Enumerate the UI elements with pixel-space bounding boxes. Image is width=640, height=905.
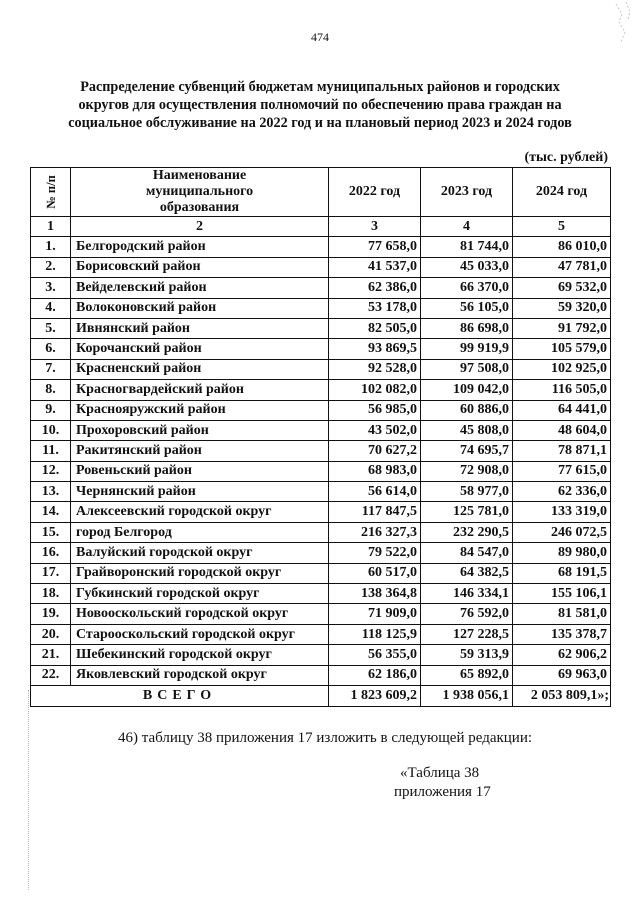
row-value-2024: 246 072,5 — [513, 522, 611, 542]
row-number: 15. — [31, 522, 71, 542]
row-name: Шебекинский городской округ — [71, 645, 329, 665]
row-value-2023: 60 886,0 — [421, 400, 513, 420]
column-number: 4 — [421, 217, 513, 237]
row-value-2024: 64 441,0 — [513, 400, 611, 420]
row-name: Корочанский район — [71, 339, 329, 359]
table-row — [31, 278, 611, 298]
row-value-2023: 127 228,5 — [421, 624, 513, 644]
row-number: 7. — [31, 359, 71, 379]
row-number: 8. — [31, 380, 71, 400]
row-number: 20. — [31, 624, 71, 644]
row-value-2024: 69 532,0 — [513, 278, 611, 298]
row-value-2023: 109 042,0 — [421, 380, 513, 400]
row-value-2024: 47 781,0 — [513, 257, 611, 277]
table-row — [31, 563, 611, 583]
table-ref-line: приложения 17 — [394, 784, 491, 800]
table-row — [31, 461, 611, 481]
row-number: 4. — [31, 298, 71, 318]
row-value-2024: 133 319,0 — [513, 502, 611, 522]
total-2022: 1 823 609,2 — [329, 685, 421, 706]
row-number: 11. — [31, 441, 71, 461]
row-value-2023: 146 334,1 — [421, 584, 513, 604]
row-value-2024: 68 191,5 — [513, 563, 611, 583]
row-name: Красногвардейский район — [71, 380, 329, 400]
row-value-2023: 59 313,9 — [421, 645, 513, 665]
row-value-2022: 102 082,0 — [329, 380, 421, 400]
row-name: Борисовский район — [71, 257, 329, 277]
table-body — [31, 237, 611, 686]
header-name: Наименование муниципального образования — [71, 168, 329, 217]
row-value-2023: 45 808,0 — [421, 420, 513, 440]
row-number: 21. — [31, 645, 71, 665]
row-number: 3. — [31, 278, 71, 298]
row-name: Яковлевский городской округ — [71, 665, 329, 685]
row-value-2024: 69 963,0 — [513, 665, 611, 685]
row-value-2022: 68 983,0 — [329, 461, 421, 481]
table-reference — [394, 764, 491, 802]
row-value-2022: 92 528,0 — [329, 359, 421, 379]
row-name: город Белгород — [71, 522, 329, 542]
header-2023: 2023 год — [421, 168, 513, 217]
row-name: Губкинский городской округ — [71, 584, 329, 604]
row-value-2023: 97 508,0 — [421, 359, 513, 379]
row-value-2022: 60 517,0 — [329, 563, 421, 583]
row-name: Ровеньский район — [71, 461, 329, 481]
row-value-2024: 116 505,0 — [513, 380, 611, 400]
table-row — [31, 359, 611, 379]
row-name: Новооскольский городской округ — [71, 604, 329, 624]
column-number: 5 — [513, 217, 611, 237]
total-row — [31, 685, 611, 706]
row-value-2023: 45 033,0 — [421, 257, 513, 277]
row-number: 17. — [31, 563, 71, 583]
instruction-text: 46) таблицу 38 приложения 17 изложить в следующей редакции: — [118, 730, 533, 746]
row-value-2022: 56 614,0 — [329, 482, 421, 502]
table-row — [31, 624, 611, 644]
row-value-2024: 105 579,0 — [513, 339, 611, 359]
row-value-2022: 118 125,9 — [329, 624, 421, 644]
table-row — [31, 502, 611, 522]
row-value-2023: 56 105,0 — [421, 298, 513, 318]
row-number: 6. — [31, 339, 71, 359]
header-2022: 2022 год — [329, 168, 421, 217]
row-value-2022: 56 985,0 — [329, 400, 421, 420]
row-value-2023: 74 695,7 — [421, 441, 513, 461]
row-value-2022: 93 869,5 — [329, 339, 421, 359]
row-value-2024: 62 336,0 — [513, 482, 611, 502]
table-row — [31, 318, 611, 338]
row-name: Чернянский район — [71, 482, 329, 502]
row-value-2024: 81 581,0 — [513, 604, 611, 624]
row-value-2024: 86 010,0 — [513, 237, 611, 257]
title-line: Распределение субвенций бюджетам муниципальных районов и городских — [80, 79, 560, 95]
row-value-2024: 89 980,0 — [513, 543, 611, 563]
row-value-2024: 59 320,0 — [513, 298, 611, 318]
row-value-2022: 53 178,0 — [329, 298, 421, 318]
row-value-2022: 70 627,2 — [329, 441, 421, 461]
table-row — [31, 441, 611, 461]
row-value-2023: 65 892,0 — [421, 665, 513, 685]
row-value-2024: 155 106,1 — [513, 584, 611, 604]
table-header-row — [31, 168, 611, 217]
row-value-2023: 84 547,0 — [421, 543, 513, 563]
subvention-table — [30, 167, 611, 707]
row-value-2024: 48 604,0 — [513, 420, 611, 440]
row-value-2024: 62 906,2 — [513, 645, 611, 665]
row-number: 18. — [31, 584, 71, 604]
row-value-2022: 77 658,0 — [329, 237, 421, 257]
title-line: округов для осуществления полномочий по обеспечению права граждан на — [78, 97, 562, 113]
row-value-2022: 43 502,0 — [329, 420, 421, 440]
row-value-2024: 91 792,0 — [513, 318, 611, 338]
document-title — [40, 78, 600, 132]
page-number: 474 — [311, 30, 329, 44]
row-value-2023: 86 698,0 — [421, 318, 513, 338]
row-number: 10. — [31, 420, 71, 440]
row-value-2023: 64 382,5 — [421, 563, 513, 583]
row-value-2023: 81 744,0 — [421, 237, 513, 257]
row-number: 12. — [31, 461, 71, 481]
row-value-2024: 77 615,0 — [513, 461, 611, 481]
row-value-2024: 102 925,0 — [513, 359, 611, 379]
row-value-2023: 76 592,0 — [421, 604, 513, 624]
row-value-2022: 62 186,0 — [329, 665, 421, 685]
row-name: Волоконовский район — [71, 298, 329, 318]
row-number: 14. — [31, 502, 71, 522]
row-value-2024: 135 378,7 — [513, 624, 611, 644]
row-value-2023: 58 977,0 — [421, 482, 513, 502]
column-number: 2 — [71, 217, 329, 237]
row-value-2022: 56 355,0 — [329, 645, 421, 665]
row-number: 19. — [31, 604, 71, 624]
row-value-2022: 41 537,0 — [329, 257, 421, 277]
row-value-2022: 79 522,0 — [329, 543, 421, 563]
row-number: 2. — [31, 257, 71, 277]
table-ref-line: «Таблица 38 — [400, 765, 480, 781]
scan-margin-dots — [28, 690, 29, 890]
units-label: (тыс. рублей) — [524, 150, 608, 165]
table-row — [31, 257, 611, 277]
table-row — [31, 380, 611, 400]
row-name: Валуйский городской округ — [71, 543, 329, 563]
table-row — [31, 298, 611, 318]
row-name: Белгородский район — [71, 237, 329, 257]
column-number-row — [31, 217, 611, 237]
column-number: 1 — [31, 217, 71, 237]
row-number: 22. — [31, 665, 71, 685]
row-value-2023: 125 781,0 — [421, 502, 513, 522]
table-row — [31, 339, 611, 359]
row-number: 9. — [31, 400, 71, 420]
row-name: Ракитянский район — [71, 441, 329, 461]
row-value-2023: 99 919,9 — [421, 339, 513, 359]
total-2024: 2 053 809,1»; — [513, 685, 611, 706]
row-name: Краснояружский район — [71, 400, 329, 420]
row-value-2022: 138 364,8 — [329, 584, 421, 604]
title-line: социальное обслуживание на 2022 год и на плановый период 2023 и 2024 годов — [68, 115, 572, 131]
total-label: ВСЕГО — [31, 685, 329, 706]
row-value-2022: 117 847,5 — [329, 502, 421, 522]
table-row — [31, 237, 611, 257]
row-value-2023: 232 290,5 — [421, 522, 513, 542]
row-number: 1. — [31, 237, 71, 257]
row-value-2023: 66 370,0 — [421, 278, 513, 298]
row-number: 16. — [31, 543, 71, 563]
row-name: Грайворонский городской округ — [71, 563, 329, 583]
row-value-2022: 82 505,0 — [329, 318, 421, 338]
table-row — [31, 665, 611, 685]
row-name: Прохоровский район — [71, 420, 329, 440]
row-value-2022: 71 909,0 — [329, 604, 421, 624]
row-name: Ивнянский район — [71, 318, 329, 338]
row-value-2022: 216 327,3 — [329, 522, 421, 542]
row-name: Алексеевский городской округ — [71, 502, 329, 522]
row-value-2024: 78 871,1 — [513, 441, 611, 461]
row-value-2022: 62 386,0 — [329, 278, 421, 298]
row-name: Старооскольский городской округ — [71, 624, 329, 644]
table-row — [31, 543, 611, 563]
row-name: Вейделевский район — [71, 278, 329, 298]
row-value-2023: 72 908,0 — [421, 461, 513, 481]
table-row — [31, 604, 611, 624]
row-number: 5. — [31, 318, 71, 338]
table-row — [31, 522, 611, 542]
row-name: Красненский район — [71, 359, 329, 379]
table-row — [31, 482, 611, 502]
column-number: 3 — [329, 217, 421, 237]
table-row — [31, 400, 611, 420]
total-2023: 1 938 056,1 — [421, 685, 513, 706]
table-row — [31, 645, 611, 665]
margin-mark — [612, 2, 638, 48]
header-2024: 2024 год — [513, 168, 611, 217]
table-row — [31, 420, 611, 440]
row-number: 13. — [31, 482, 71, 502]
header-num: № п/п — [31, 168, 71, 217]
table-row — [31, 584, 611, 604]
